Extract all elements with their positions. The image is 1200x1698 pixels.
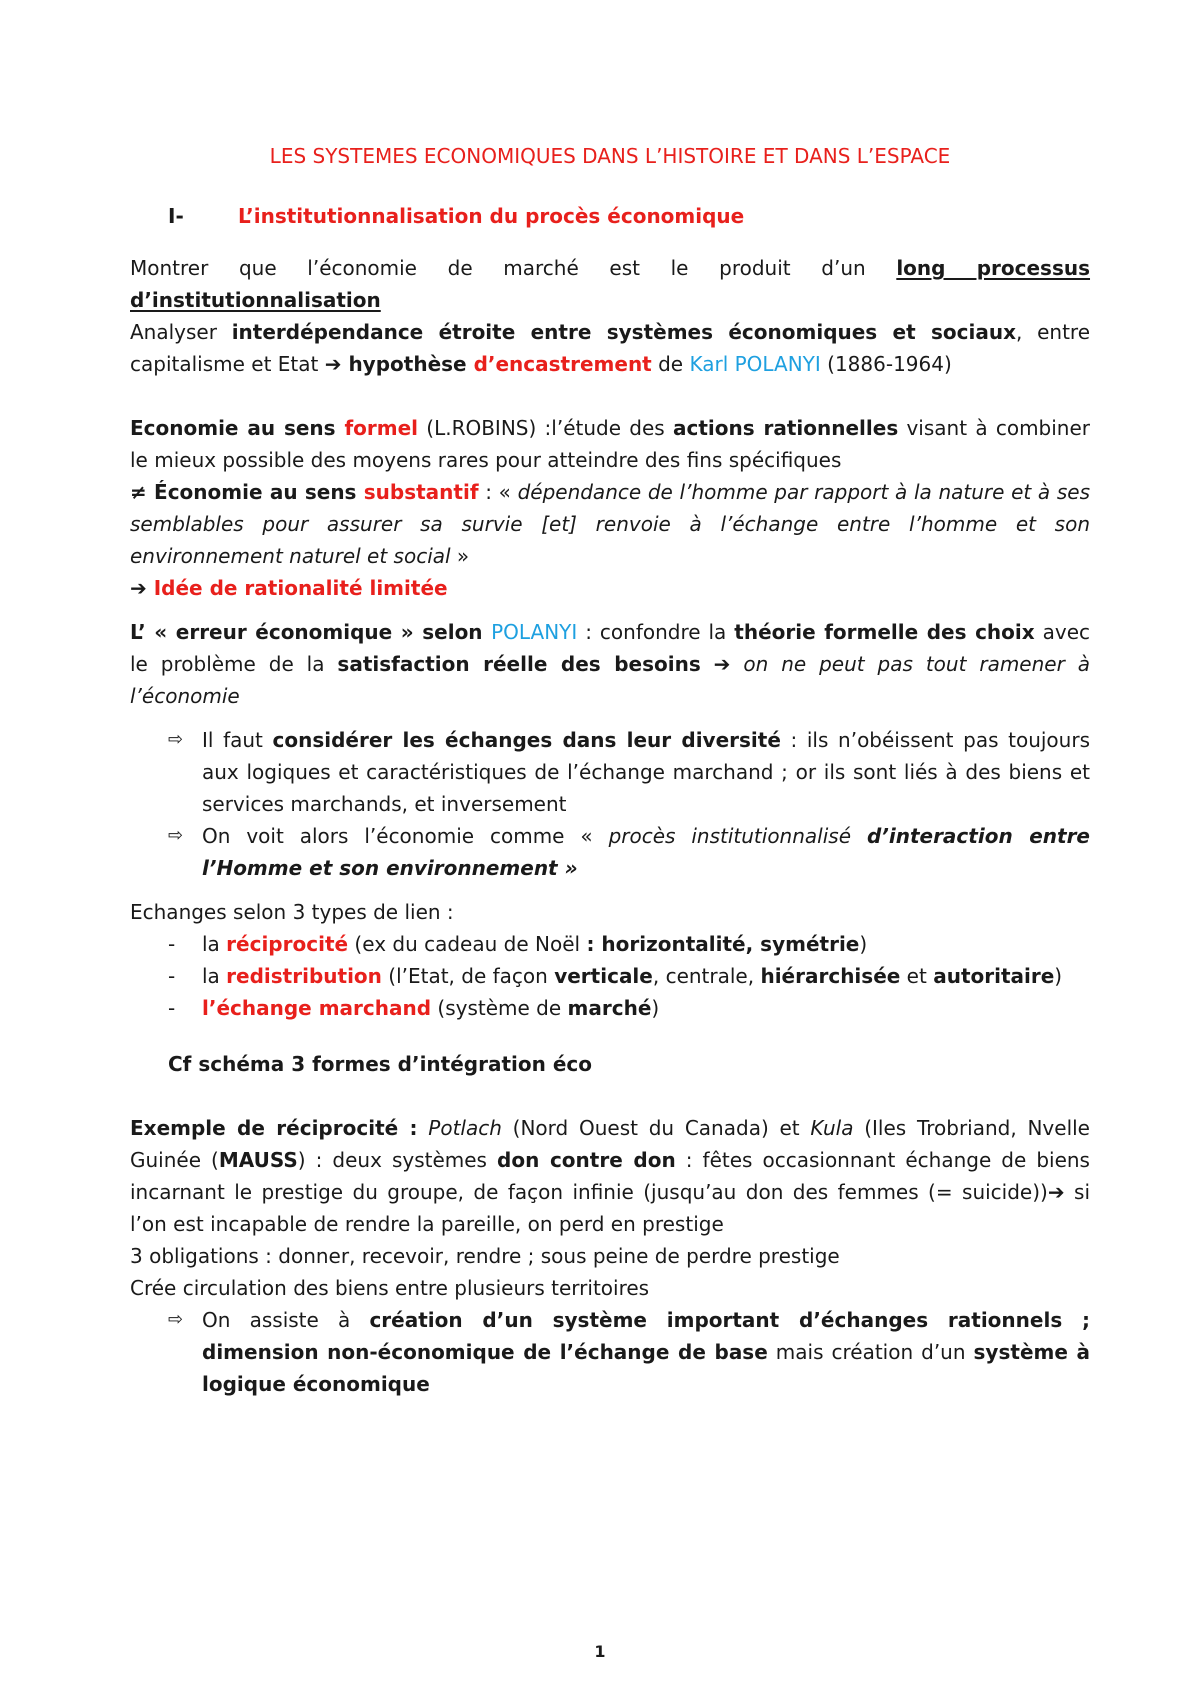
bold-term: ≠ Économie au sens (130, 480, 364, 504)
red-term: substantif (363, 480, 479, 504)
text: de (651, 352, 690, 376)
bold-term: considérer les échanges dans leur diversité (272, 728, 781, 752)
text: » (557, 856, 578, 880)
dash-bullet: - (168, 996, 176, 1020)
text: (1886-1964) (820, 352, 952, 376)
section-label: L’institutionnalisation du procès économique (238, 204, 745, 228)
text: la (202, 932, 227, 956)
author-name: POLANYI (491, 620, 578, 644)
text: , entre capitalisme et Etat (130, 320, 1090, 376)
text: si l’on est incapable de rendre la pareille, on perd en prestige (130, 1180, 1090, 1236)
arrow-bullet-icon: ⇨ (168, 1309, 184, 1330)
text: avec le problème de la (130, 620, 1091, 676)
text: » (450, 544, 470, 568)
paragraph-2 (130, 316, 1090, 380)
text: (Nord Ouest du Canada) et (501, 1116, 811, 1140)
bold-term: hypothèse (341, 352, 474, 376)
text: , centrale, (652, 964, 761, 988)
bold-term: Exemple de réciprocité : (130, 1116, 418, 1140)
red-term: réciprocité (226, 932, 349, 956)
paragraph-11: Crée circulation des biens entre plusieurs territoires (130, 1276, 650, 1300)
text: ) (1054, 964, 1063, 988)
text: (L.ROBINS) :l’étude des (418, 416, 673, 440)
arrow-bullet-icon: ⇨ (168, 729, 184, 750)
arrow-right-icon: ➔ (1047, 1180, 1065, 1204)
dash-bullet: - (168, 932, 176, 956)
text: : « (478, 480, 518, 504)
arrow-right-icon: ➔ (130, 576, 147, 600)
arrow-list-2 (130, 1304, 1090, 1400)
italic-term: Potlach (428, 1116, 502, 1140)
underlined-term: long processus d’institutionnalisation (130, 256, 1091, 312)
text: ) (859, 932, 868, 956)
paragraph-5 (130, 572, 1090, 604)
text: visant à combiner le mieux possible des moyens rares pour atteindre des fins spécifiques (130, 416, 1091, 472)
bold-term: verticale (554, 964, 653, 988)
paragraph-1 (130, 252, 1090, 316)
italic-text: on ne peut pas tout ramener à l’économie (130, 652, 1090, 708)
bold-term: marché (567, 996, 652, 1020)
bold-term: hiérarchisée (760, 964, 901, 988)
text: On voit alors l’économie comme « (202, 824, 609, 848)
list-item (130, 724, 1090, 820)
arrow-list-1 (130, 724, 1090, 884)
author-name: Karl POLANYI (689, 352, 821, 376)
red-term: redistribution (226, 964, 382, 988)
text: mais création d’un (767, 1340, 974, 1364)
text: Montrer que l’économie de marché est le produit d’un (130, 256, 897, 280)
paragraph-4 (130, 476, 1090, 572)
italic-quote: dépendance de l’homme par rapport à la nature et à ses semblables pour assurer sa survie [et] renvoie à l’échange entre l’homme et son environnement naturel et social (130, 480, 1091, 568)
bold-term: satisfaction réelle des besoins (337, 652, 701, 676)
bold-term: : horizontalité, symétrie (586, 932, 860, 956)
list-item (130, 820, 1090, 884)
text: ) (651, 996, 660, 1020)
arrow-bullet-icon: ⇨ (168, 825, 184, 846)
paragraph-8: Cf schéma 3 formes d’intégration éco (168, 1052, 592, 1076)
text: (système de (431, 996, 568, 1020)
red-term: l’échange marchand (202, 996, 432, 1020)
list-item (130, 1304, 1090, 1400)
text: : ils n’obéissent pas toujours aux logiques et caractéristiques de l’échange marchand ; or ils sont liés à des biens et services marchands, et inversement (202, 728, 1090, 816)
bold-term: interdépendance étroite entre systèmes économiques et sociaux (231, 320, 1016, 344)
text: ) : deux systèmes (297, 1148, 498, 1172)
page-number: 1 (594, 1642, 606, 1661)
paragraph-7: Echanges selon 3 types de lien : (130, 900, 454, 924)
bold-term: Economie au sens (130, 416, 345, 440)
bold-term: actions rationnelles (672, 416, 899, 440)
paragraph-6 (130, 616, 1090, 712)
text: Analyser (130, 320, 232, 344)
arrow-right-icon: ➔ (324, 352, 342, 376)
bold-term: création d’un système important d’échanges rationnels ; dimension non-économique de l’échange de base (202, 1308, 1091, 1364)
text: : confondre la (577, 620, 735, 644)
text: On assiste à (202, 1308, 370, 1332)
document-title: LES SYSTEMES ECONOMIQUES DANS L’HISTOIRE ET DANS L’ESPACE (269, 144, 951, 168)
section-number: I- (168, 204, 184, 228)
paragraph-3 (130, 412, 1090, 476)
text (701, 652, 714, 676)
arrow-right-icon: ➔ (713, 652, 731, 676)
text: Il faut (202, 728, 273, 752)
bold-term: système à logique économique (202, 1340, 1090, 1396)
italic-text: procès institutionnalisé (608, 824, 867, 848)
text: la (202, 964, 227, 988)
bold-italic-text: d’interaction entre l’Homme et son environnement (202, 824, 1090, 880)
italic-term: Kula (810, 1116, 854, 1140)
red-term: Idée de rationalité limitée (146, 576, 448, 600)
text: et (900, 964, 934, 988)
bold-term: théorie formelle des choix (734, 620, 1035, 644)
bold-term: L’ « erreur économique » selon (130, 620, 492, 644)
red-term: formel (344, 416, 419, 440)
bold-term: MAUSS (218, 1148, 298, 1172)
bold-term: don contre don (497, 1148, 676, 1172)
dash-list (130, 928, 1090, 1024)
list-item (130, 960, 1090, 992)
dash-bullet: - (168, 964, 176, 988)
list-item (130, 992, 1090, 1024)
red-term: d’encastrement (473, 352, 652, 376)
paragraph-9 (130, 1112, 1090, 1240)
text: (l’Etat, de façon (381, 964, 555, 988)
section-heading-1 (168, 200, 1090, 232)
list-item (130, 928, 1090, 960)
text: (ex du cadeau de Noël (348, 932, 587, 956)
paragraph-10: 3 obligations : donner, recevoir, rendre ; sous peine de perdre prestige (130, 1244, 840, 1268)
text (418, 1116, 429, 1140)
text: : fêtes occasionnant échange de biens incarnant le prestige du groupe, de façon infinie (jusqu’au don des femmes (= suicide)) (130, 1148, 1090, 1204)
bold-term: autoritaire (933, 964, 1055, 988)
text: (Iles Trobriand, Nvelle Guinée ( (130, 1116, 1090, 1172)
